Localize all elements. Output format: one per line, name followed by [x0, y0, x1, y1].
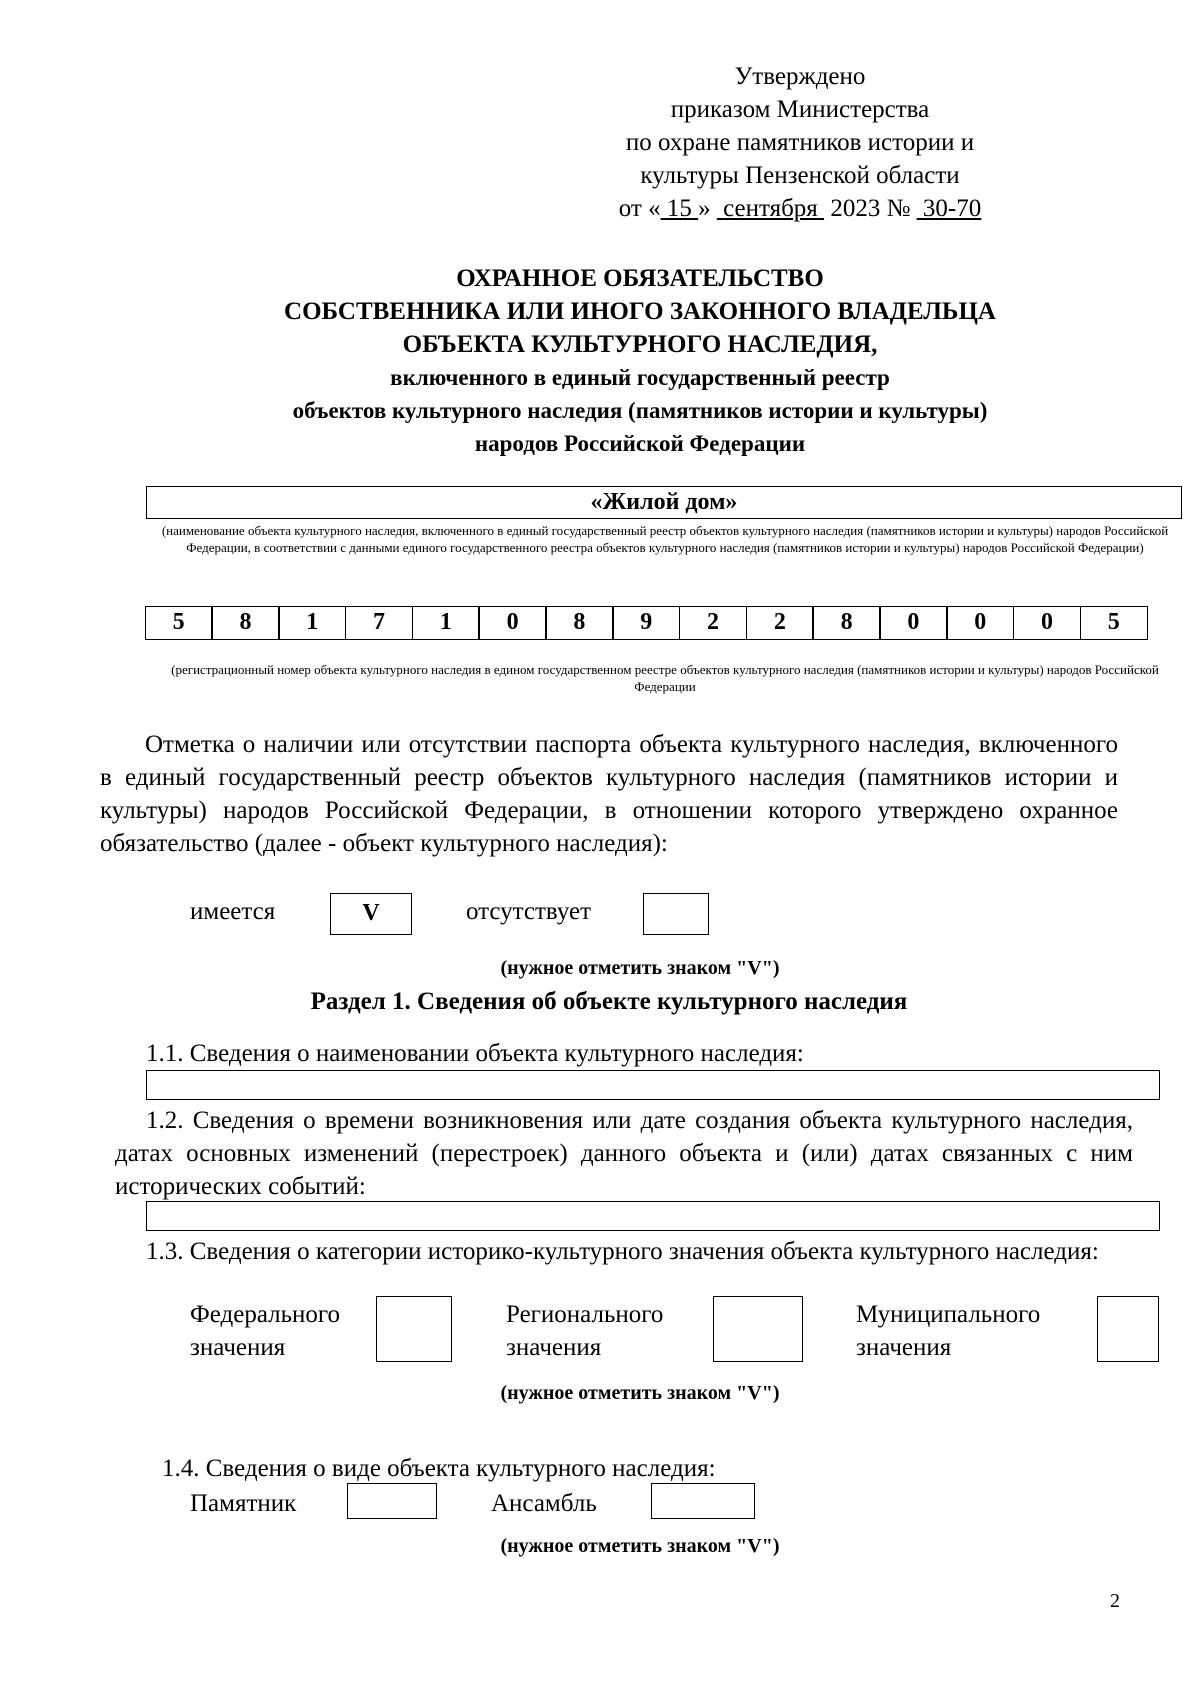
- regional-label: Регионального значения: [506, 1301, 664, 1361]
- passport-has-label: имеется: [190, 898, 276, 925]
- item-1-2-field[interactable]: [146, 1201, 1160, 1231]
- passport-absent-checkbox[interactable]: [643, 893, 709, 935]
- reg-digit-cell: 1: [278, 606, 346, 640]
- date-prefix: от «: [618, 195, 661, 222]
- item-1-1: 1.1. Сведения о наименовании объекта культурного наследия:: [146, 1040, 804, 1067]
- item-1-1-field[interactable]: [146, 1070, 1160, 1100]
- section-1-heading: Раздел 1. Сведения об объекте культурного наследия: [310, 988, 908, 1015]
- federal-label: Федерального значения: [190, 1301, 341, 1361]
- reg-digit-cell: 0: [879, 606, 947, 640]
- approval-line-1: Утверждено: [734, 63, 866, 90]
- item-1-4: 1.4. Сведения о виде объекта культурного наследия:: [162, 1455, 716, 1482]
- item-1-2: 1.2. Сведения о времени возникновения или дате создания объекта культурного наследия, датах основных изменений (перестроек) данного объекта и (или) датах связанных с ним исторических событий:: [115, 1107, 1133, 1200]
- municipal-checkbox[interactable]: [1097, 1296, 1159, 1362]
- title-line-3: ОБЪЕКТА КУЛЬТУРНОГО НАСЛЕДИЯ,: [402, 331, 878, 358]
- reg-digit-cell: 0: [946, 606, 1014, 640]
- reg-digit-cell: 9: [612, 606, 680, 640]
- monument-checkbox[interactable]: [347, 1483, 437, 1519]
- object-name-field: «Жилой дом»: [146, 486, 1182, 519]
- document-title: [100, 262, 1180, 460]
- ensemble-label: Ансамбль: [491, 1490, 597, 1517]
- object-name-note: (наименование объекта культурного наследия, включенного в единый государственный реестр объектов культурного наследия (памятников истории и культуры) народов Российской Федерации, в соответствии с данными единого государственного реестра объектов культурного наследия (памятников истории и культуры) народов Российской Федерации): [161, 523, 1169, 555]
- approval-line-4: культуры Пензенской области: [640, 162, 960, 189]
- title-line-5: объектов культурного наследия (памятников истории и культуры): [292, 398, 988, 423]
- federal-checkbox[interactable]: [376, 1296, 452, 1362]
- ensemble-checkbox[interactable]: [651, 1483, 755, 1519]
- registration-number-note: (регистрационный номер объекта культурного наследия в едином государственном реестре объектов культурного наследия (памятников истории и культуры) народов Российской Федерации: [171, 662, 1159, 694]
- monument-label: Памятник: [190, 1490, 297, 1517]
- approval-date-line: [560, 192, 1040, 225]
- passport-has-checkbox[interactable]: V: [330, 893, 412, 935]
- order-number: 30-70: [922, 195, 982, 222]
- title-line-4: включенного в единый государственный реестр: [390, 365, 890, 390]
- date-mid: »: [698, 195, 711, 222]
- passport-paragraph: Отметка о наличии или отсутствии паспорта объекта культурного наследия, включенного в единый государственный реестр объектов культурного наследия (памятников истории и культуры) народов Российской Федерации, в отношении которого утверждено охранное обязательство (далее - объект культурного наследия):: [100, 731, 1118, 857]
- passport-absent-label: отсутствует: [466, 898, 592, 925]
- reg-digit-cell: 7: [345, 606, 413, 640]
- title-line-6: народов Российской Федерации: [474, 431, 806, 456]
- reg-digit-cell: 0: [478, 606, 546, 640]
- approval-line-2: приказом Министерства: [670, 96, 930, 123]
- approval-block: [560, 60, 1040, 225]
- registration-number: [146, 606, 1148, 640]
- title-line-1: ОХРАННОЕ ОБЯЗАТЕЛЬСТВО: [456, 265, 824, 292]
- category-hint: (нужное отметить знаком "V"): [500, 1382, 780, 1404]
- reg-digit-cell: 8: [211, 606, 279, 640]
- date-month: сентября: [723, 195, 818, 222]
- approval-line-3: по охране памятников истории и: [625, 129, 975, 156]
- passport-hint: (нужное отметить знаком "V"): [500, 957, 780, 979]
- reg-digit-cell: 0: [1013, 606, 1081, 640]
- date-day: 15: [666, 195, 692, 222]
- item-1-3: 1.3. Сведения о категории историко-культурного значения объекта культурного наследия:: [146, 1238, 1099, 1265]
- regional-checkbox[interactable]: [713, 1296, 803, 1362]
- reg-digit-cell: 8: [812, 606, 880, 640]
- reg-digit-cell: 8: [545, 606, 613, 640]
- type-hint: (нужное отметить знаком "V"): [500, 1535, 780, 1557]
- title-line-2: СОБСТВЕННИКА ИЛИ ИНОГО ЗАКОННОГО ВЛАДЕЛЬЦА: [284, 298, 996, 325]
- reg-digit-cell: 2: [679, 606, 747, 640]
- reg-digit-cell: 5: [145, 606, 213, 640]
- municipal-label: Муниципального значения: [856, 1301, 1041, 1361]
- reg-digit-cell: 2: [746, 606, 814, 640]
- reg-digit-cell: 1: [412, 606, 480, 640]
- page-number: 2: [1110, 1590, 1120, 1612]
- date-year: 2023 №: [830, 195, 911, 222]
- reg-digit-cell: 5: [1080, 606, 1148, 640]
